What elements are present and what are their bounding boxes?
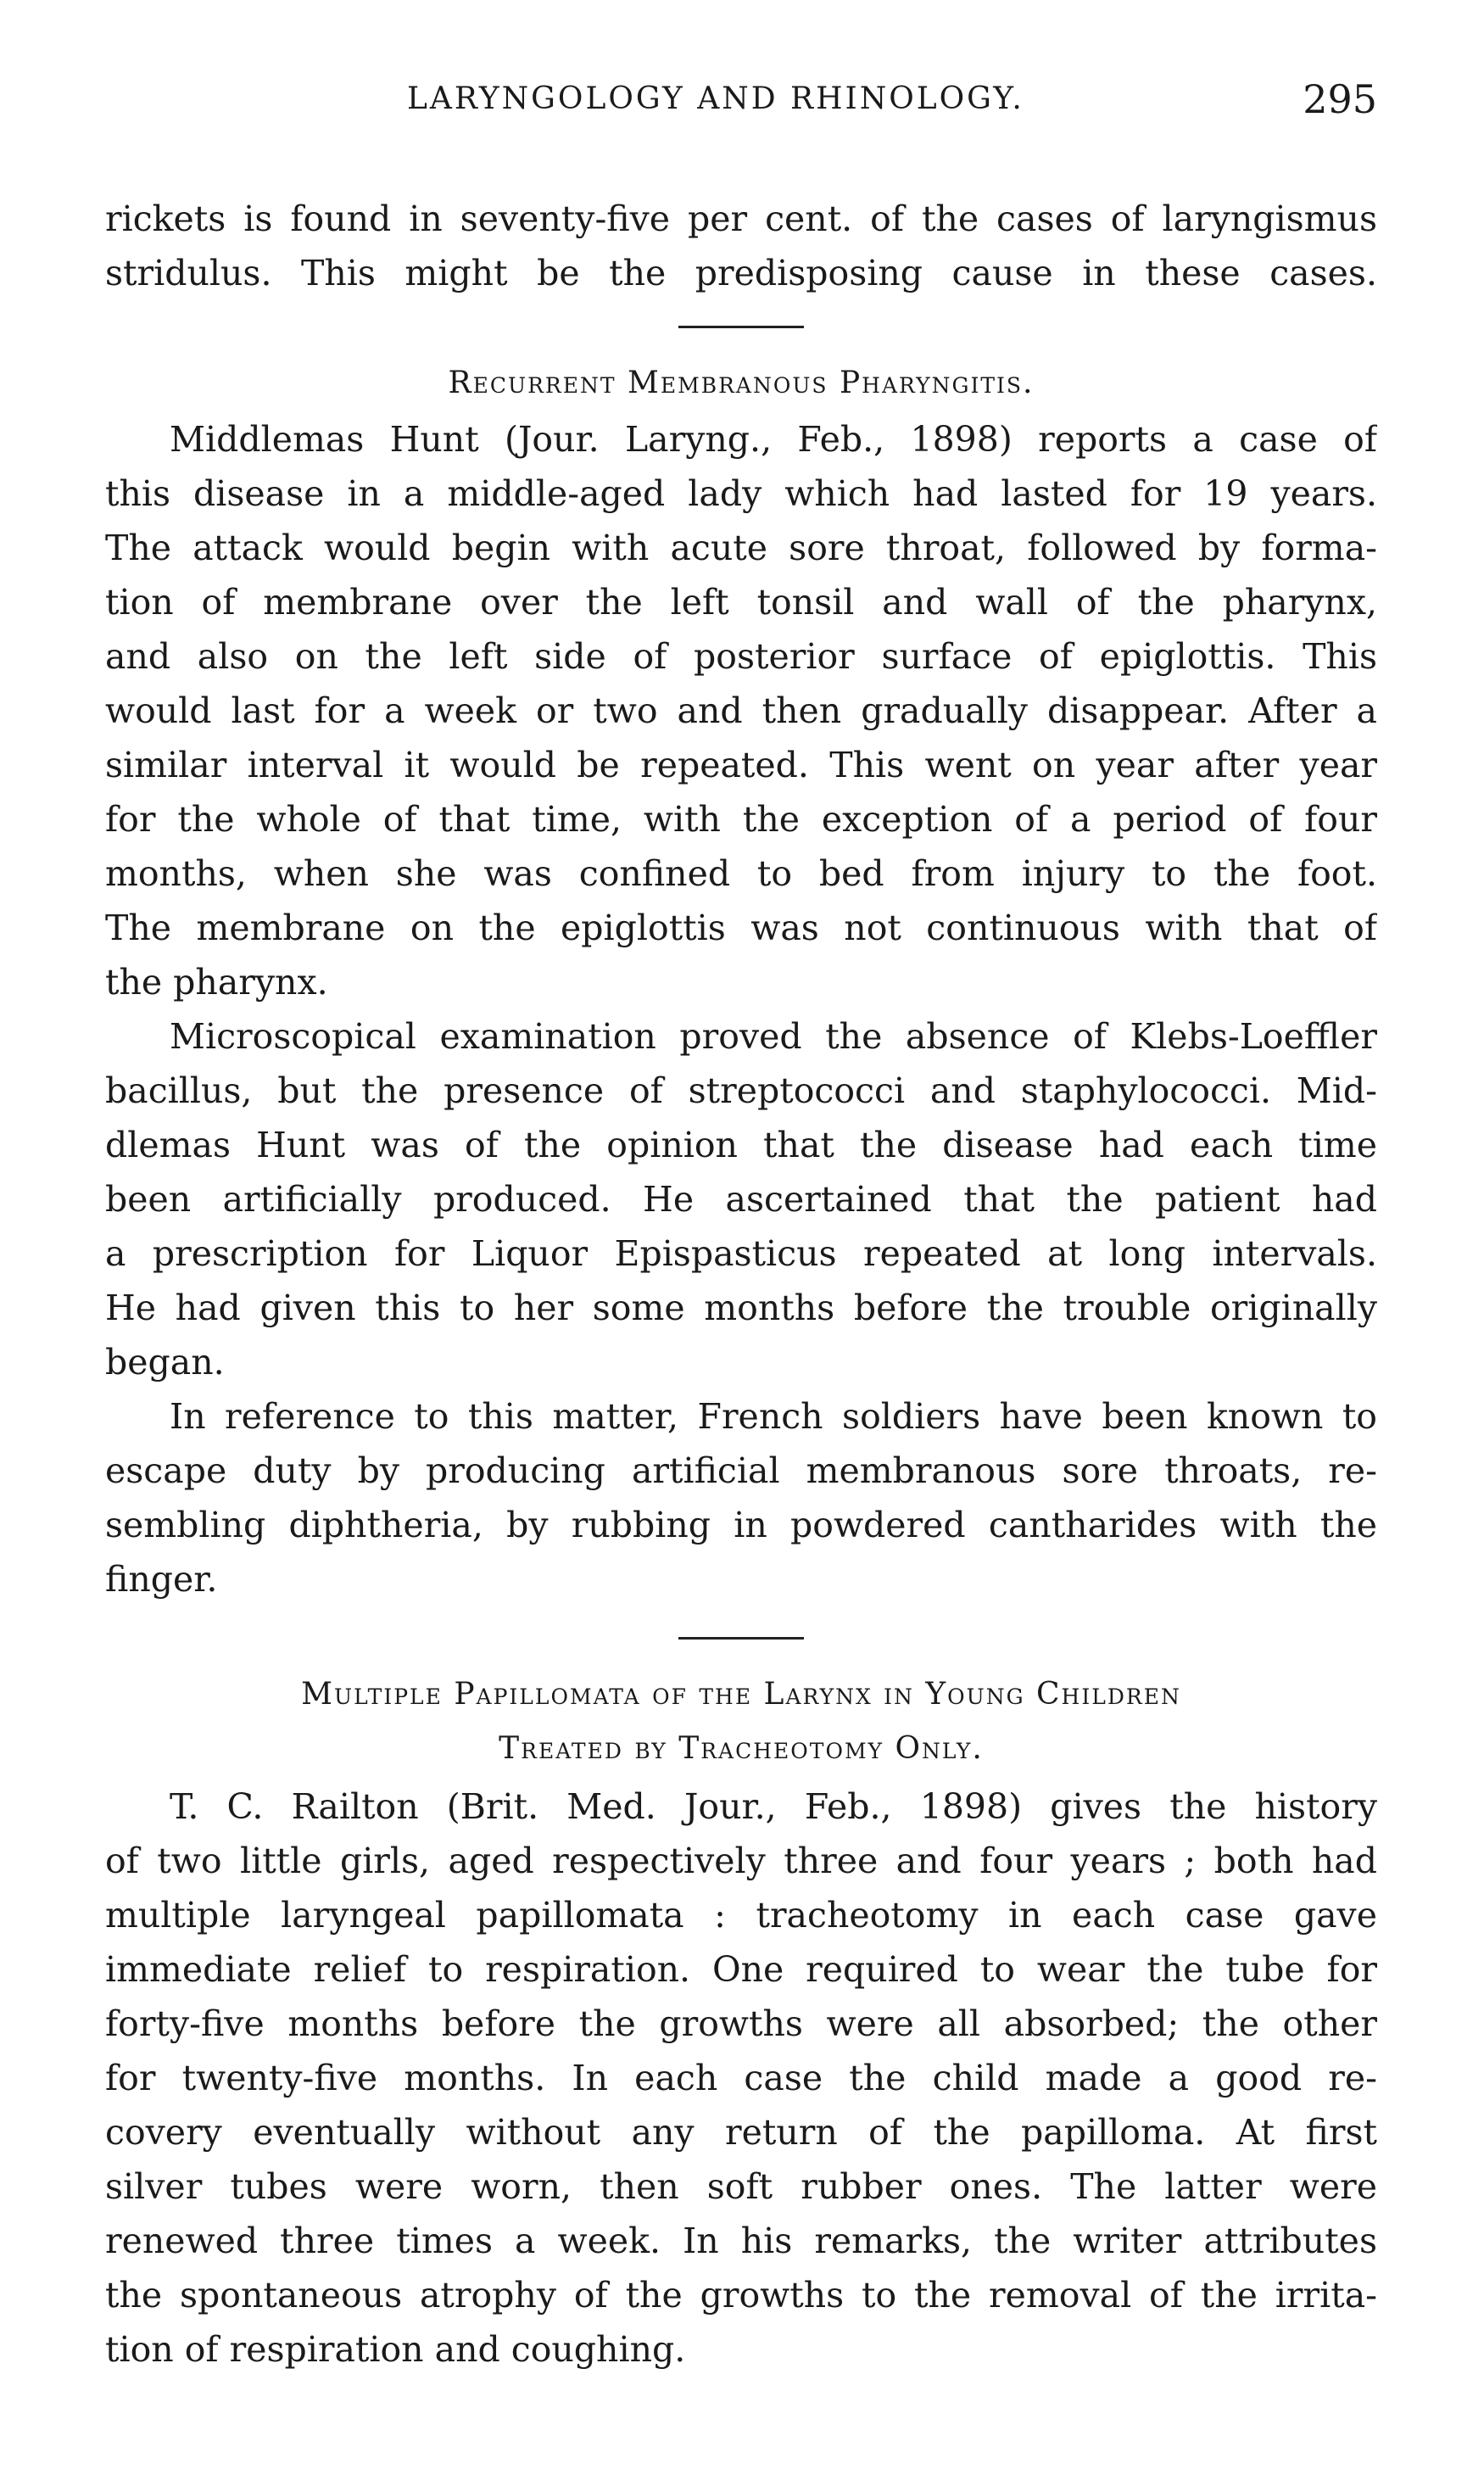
section-heading-papillomata-line2: Treated by Tracheotomy Only. [499, 1731, 984, 1766]
text-line: for the whole of that time, with the exception of a period of four [105, 799, 1377, 840]
text-line: the pharynx. [105, 962, 328, 1003]
section-divider [678, 1637, 804, 1640]
paragraph-middlemas-hunt [105, 412, 1377, 1009]
running-title: LARYNGOLOGY AND RHINOLOGY. [407, 81, 1024, 116]
text-line: dlemas Hunt was of the opinion that the disease had each time [105, 1125, 1377, 1165]
text-line: months, when she was confined to bed from injury to the foot. [105, 853, 1377, 894]
text-line: been artificially produced. He ascertained that the patient had [105, 1179, 1377, 1220]
text-line: silver tubes were worn, then soft rubber ones. The latter were [105, 2166, 1377, 2207]
text-line: would last for a week or two and then gradually disappear. After a [105, 690, 1377, 731]
text-line: The membrane on the epiglottis was not continuous with that of [105, 908, 1377, 948]
text-line: Microscopical examination proved the absence of Klebs-Loeffler [170, 1016, 1377, 1057]
text-line: bacillus, but the presence of streptococci and staphylococci. Mid- [105, 1070, 1377, 1111]
text-line: rickets is found in seventy-five per cent. of the cases of laryngismus [105, 198, 1377, 239]
text-line: immediate relief to respiration. One required to wear the tube for [105, 1949, 1377, 1990]
text-line: renewed three times a week. In his remarks, the writer attributes [105, 2221, 1377, 2261]
text-line: and also on the left side of posterior surface of epiglottis. This [105, 636, 1377, 677]
paragraph-microscopical [105, 1009, 1377, 1389]
text-line: The attack would begin with acute sore throat, followed by forma- [105, 528, 1377, 568]
text-line: tion of respiration and coughing. [105, 2329, 686, 2370]
paragraph-railton [105, 1779, 1377, 2377]
text-line: this disease in a middle-aged lady which had lasted for 19 years. [105, 473, 1377, 514]
text-line: stridulus. This might be the predisposing cause in these cases. [105, 253, 1377, 293]
text-line: In reference to this matter, French soldiers have been known to [170, 1396, 1377, 1437]
text-line: T. C. Railton (Brit. Med. Jour., Feb., 1898) gives the history [170, 1786, 1377, 1827]
text-line: He had given this to her some months before the trouble originally [105, 1288, 1377, 1328]
running-head [105, 76, 1377, 132]
text-line: Middlemas Hunt (Jour. Laryng., Feb., 1898) reports a case of [170, 419, 1377, 460]
text-line: began. [105, 1342, 225, 1383]
text-line: finger. [105, 1559, 218, 1600]
section-divider [678, 326, 804, 328]
text-line: covery eventually without any return of the papilloma. At first [105, 2112, 1377, 2153]
paragraph-rickets [105, 192, 1377, 300]
text-line: escape duty by producing artificial membranous sore throats, re- [105, 1450, 1377, 1491]
section-heading-papillomata-line1: Multiple Papillomata of the Larynx in Young Children [301, 1677, 1181, 1712]
text-line: similar interval it would be repeated. This went on year after year [105, 745, 1377, 785]
text-line: sembling diphtheria, by rubbing in powdered cantharides with the [105, 1505, 1377, 1545]
text-line: for twenty-five months. In each case the child made a good re- [105, 2058, 1377, 2098]
page-number: 295 [1303, 76, 1377, 122]
text-line: the spontaneous atrophy of the growths to the removal of the irrita- [105, 2275, 1377, 2316]
text-line: multiple laryngeal papillomata : tracheotomy in each case gave [105, 1895, 1377, 1936]
text-line: of two little girls, aged respectively three and four years ; both had [105, 1841, 1377, 1881]
text-line: a prescription for Liquor Epispasticus repeated at long intervals. [105, 1233, 1377, 1274]
text-line: forty-five months before the growths were all absorbed; the other [105, 2003, 1377, 2044]
paragraph-french-soldiers [105, 1389, 1377, 1606]
text-line: tion of membrane over the left tonsil and wall of the pharynx, [105, 582, 1377, 623]
section-heading-pharyngitis: Recurrent Membranous Pharyngitis. [448, 366, 1035, 400]
